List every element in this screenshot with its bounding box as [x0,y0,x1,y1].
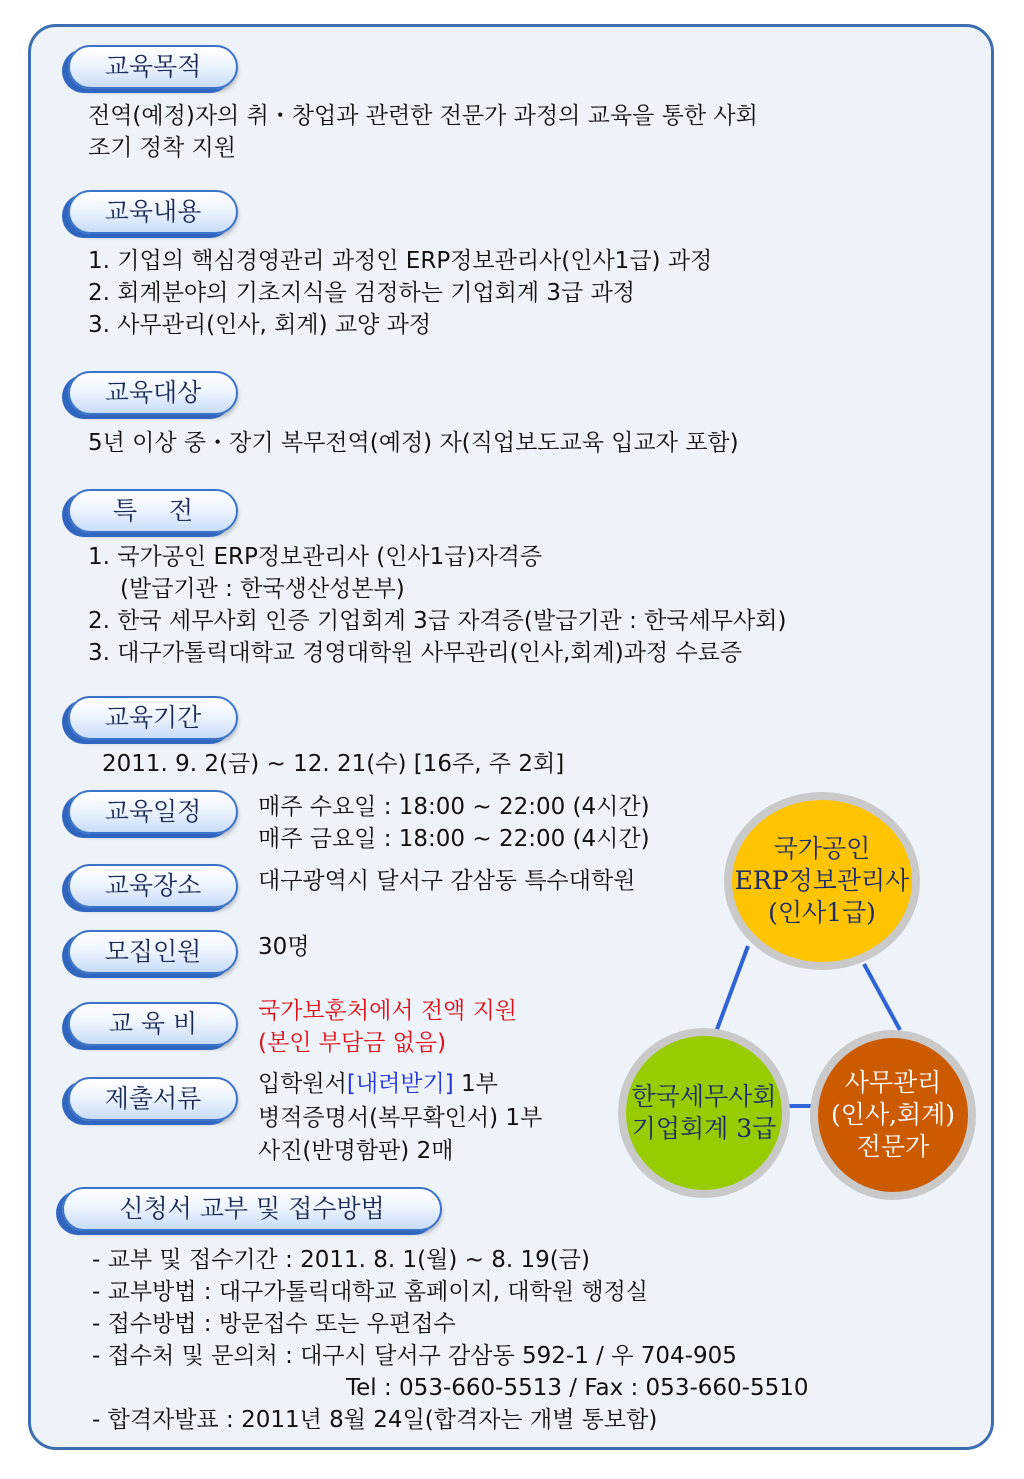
schedule-line-2: 매주 금요일 : 18:00 ~ 22:00 (4시간) [258,826,650,852]
office-label-line-3: 전문가 [856,1132,930,1161]
section-label-target: 교육대상 [68,371,238,415]
content-line-1: 1. 기업의 핵심경영관리 과정인 ERP정보관리사(인사1급) 과정 [88,248,713,274]
benefits-line-1: 1. 국가공인 ERP정보관리사 (인사1급)자격증 [88,544,543,570]
documents-line-3: 사진(반명함판) 2매 [258,1138,454,1164]
benefits-line-3: 2. 한국 세무사회 인증 기업회계 3급 자격증(발급기관 : 한국세무사회) [88,608,787,634]
application-line-1: - 교부 및 접수기간 : 2011. 8. 1(월) ~ 8. 19(금) [92,1247,590,1273]
section-label-period: 교육기간 [68,696,238,740]
documents-application-form: 입학원서 [258,1071,347,1097]
content-line-2: 2. 회계분야의 기초지식을 검정하는 기업회계 3급 과정 [88,280,636,306]
application-line-6: - 합격자발표 : 2011년 8월 24일(합격자는 개별 통보함) [92,1407,658,1433]
erp-label-line-1: 국가공인 [773,834,871,863]
purpose-line-2: 조기 정착 지원 [88,135,236,161]
documents-line-2: 병적증명서(복무확인서) 1부 [258,1105,543,1131]
erp-label-line-2: ERP정보관리사 [734,866,910,895]
fee-line-2: (본인 부담금 없음) [258,1030,447,1056]
section-label-schedule: 교육일정 [68,790,238,834]
tax-label-line-2: 기업회계 3급 [631,1114,777,1143]
diagram-circle-erp [724,792,920,970]
tax-label-line-1: 한국세무사회 [631,1082,777,1111]
application-line-2: - 교부방법 : 대구가톨릭대학교 홈페이지, 대학원 행정실 [92,1279,649,1305]
period-line-1: 2011. 9. 2(금) ~ 12. 21(수) [16주, 주 2회] [102,751,565,777]
application-line-3: - 접수방법 : 방문접수 또는 우편접수 [92,1311,456,1337]
capacity-line-1: 30명 [258,934,310,960]
application-line-4: - 접수처 및 문의처 : 대구시 달서구 감삼동 592-1 / 우 704-905 [92,1343,737,1369]
office-label-line-1: 사무관리 [844,1068,942,1097]
target-line-1: 5년 이상 중・장기 복무전역(예정) 자(직업보도교육 입교자 포함) [88,430,739,456]
diagram-circle-tax [618,1028,790,1198]
schedule-line-1: 매주 수요일 : 18:00 ~ 22:00 (4시간) [258,794,650,820]
section-label-capacity: 모집인원 [68,930,238,974]
section-label-purpose: 교육목적 [68,45,238,89]
documents-line-1 [258,1069,498,1100]
section-label-location: 교육장소 [68,864,238,908]
benefits-line-2: (발급기관 : 한국생산성본부) [120,576,405,602]
section-label-documents: 제출서류 [68,1077,238,1121]
diagram-circle-office [810,1030,976,1200]
erp-label-line-3: (인사1급) [768,898,876,927]
benefits-line-4: 3. 대구가톨릭대학교 경영대학원 사무관리(인사,회계)과정 수료증 [88,640,743,666]
application-line-5: Tel : 053-660-5513 / Fax : 053-660-5510 [346,1375,809,1401]
section-label-benefits: 특 전 [68,489,238,533]
section-label-content: 교육내용 [68,190,238,234]
section-label-fee: 교 육 비 [68,1002,238,1046]
section-label-application: 신청서 교부 및 접수방법 [62,1187,442,1231]
fee-line-1: 국가보훈처에서 전액 지원 [258,998,518,1024]
content-line-3: 3. 사무관리(인사, 회계) 교양 과정 [88,312,432,338]
purpose-line-1: 전역(예정)자의 취・창업과 관련한 전문가 과정의 교육을 통한 사회 [88,103,758,129]
download-link[interactable]: [내려받기] [346,1071,454,1097]
documents-application-count: 1부 [453,1071,498,1097]
office-label-line-2: (인사,회계) [830,1100,956,1129]
location-line-1: 대구광역시 달서구 감삼동 특수대학원 [258,868,636,894]
